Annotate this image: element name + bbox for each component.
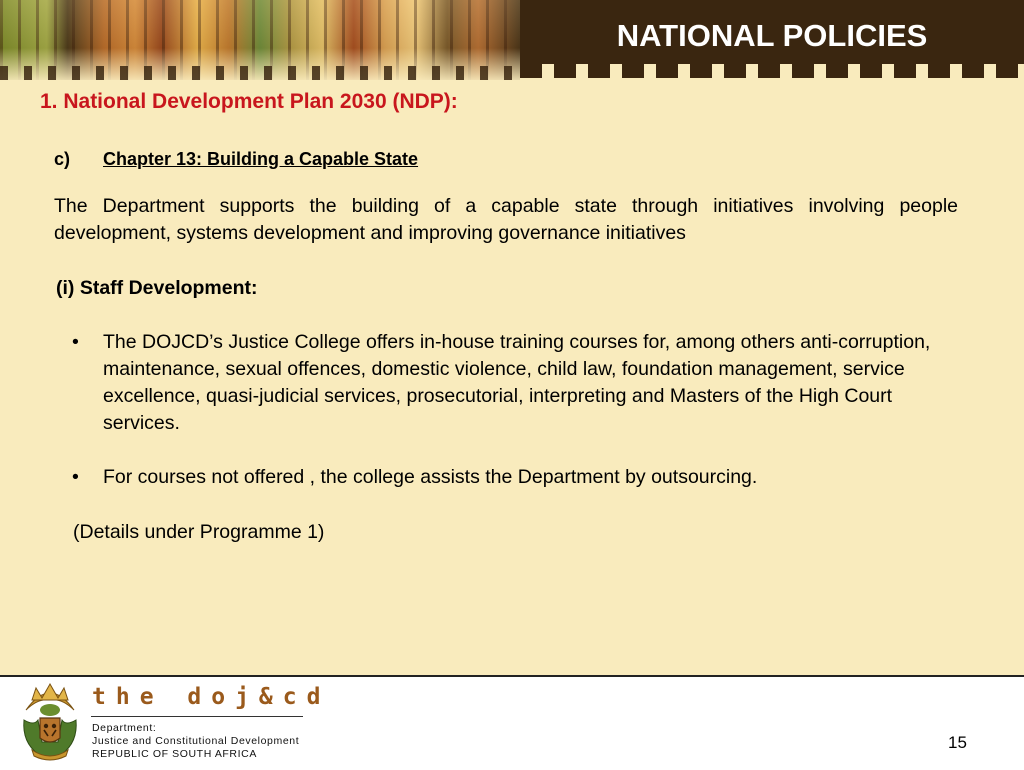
title-bar-decor bbox=[520, 64, 1024, 78]
slide-title: NATIONAL POLICIES bbox=[616, 18, 928, 53]
department-text bbox=[92, 722, 299, 761]
department-line-3: REPUBLIC OF SOUTH AFRICA bbox=[92, 748, 257, 760]
list-item bbox=[72, 329, 952, 437]
bullet-text: For courses not offered , the college assists the Department by outsourcing. bbox=[103, 466, 758, 488]
department-line-2: Justice and Constitutional Development bbox=[92, 735, 300, 747]
bullet-list bbox=[72, 329, 952, 518]
brand-divider bbox=[91, 716, 303, 717]
page-number: 15 bbox=[948, 733, 967, 752]
chapter-title: Chapter 13: Building a Capable State bbox=[103, 149, 419, 169]
brand-wordmark: the doj&cd bbox=[92, 684, 331, 710]
coat-of-arms-icon bbox=[18, 680, 82, 762]
section-heading: 1. National Development Plan 2030 (NDP): bbox=[40, 90, 458, 113]
list-item bbox=[72, 464, 952, 491]
department-line-1: Department: bbox=[92, 722, 157, 734]
bullet-icon: • bbox=[72, 331, 79, 353]
intro-paragraph: The Department supports the building of a capable state through initiatives involving people development, systems development and improving governance initiatives bbox=[54, 195, 958, 244]
bullet-text: The DOJCD’s Justice College offers in-house training courses for, among others anti-corruption, maintenance, sexual offences, domestic violence, child law, foundation management, service excellence, quasi-judicial services, prosecutorial, interpreting and Masters of the High Court services. bbox=[103, 331, 931, 434]
header-decor-left bbox=[0, 66, 520, 80]
chapter-heading bbox=[54, 146, 418, 173]
bullet-icon: • bbox=[72, 466, 79, 488]
details-note: (Details under Programme 1) bbox=[73, 521, 325, 543]
chapter-label: c) bbox=[54, 149, 71, 169]
subheading: (i) Staff Development: bbox=[56, 277, 258, 299]
header-banner bbox=[0, 0, 1024, 80]
